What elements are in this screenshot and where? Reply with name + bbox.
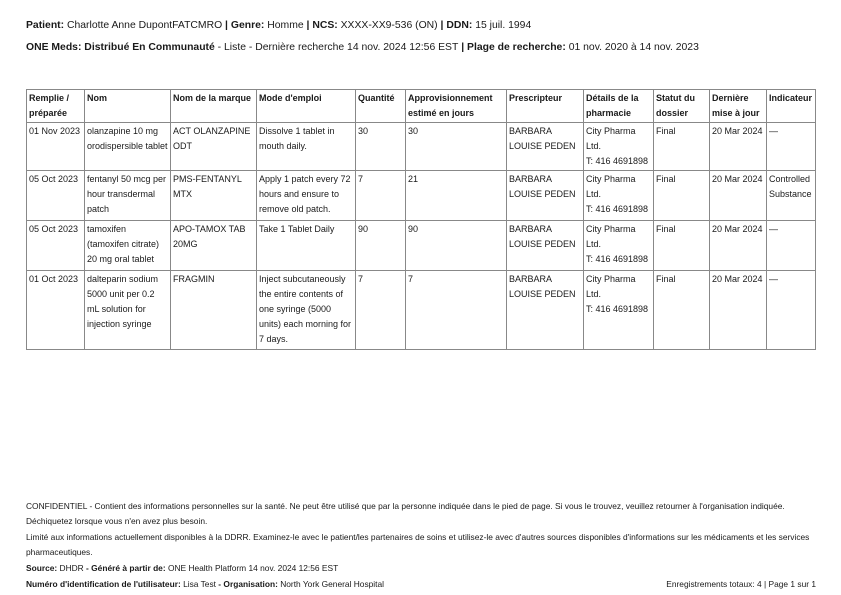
ncs-value: XXXX-XX9-536 (ON) <box>340 20 438 31</box>
separator: | <box>437 20 447 31</box>
pharmacy-phone: T: 416 4691898 <box>586 156 649 166</box>
pharmacy-name: City Pharma Ltd. <box>586 126 636 151</box>
cell-indicator: Controlled Substance <box>767 171 816 221</box>
cell-days-supply: 7 <box>406 271 507 350</box>
cell-updated: 20 Mar 2024 <box>710 221 767 271</box>
cell-name: olanzapine 10 mg orodispersible tablet <box>85 123 171 171</box>
patient-label: Patient: <box>26 20 65 31</box>
cell-name: fentanyl 50 mcg per hour transdermal patch <box>85 171 171 221</box>
pharmacy-name: City Pharma Ltd. <box>586 224 636 249</box>
user-label: Numéro d'identification de l'utilisateur: <box>26 579 181 589</box>
separator: | <box>222 20 231 31</box>
confidentiality-notice <box>26 499 816 560</box>
cell-name: tamoxifen (tamoxifen citrate) 20 mg oral tablet <box>85 221 171 271</box>
ddn-label: DDN: <box>446 20 473 31</box>
user-value: Lisa Test <box>180 579 216 589</box>
cell-indicator: — <box>767 271 816 350</box>
col-header-directions: Mode d'emploi <box>257 90 356 123</box>
separator: | <box>303 20 313 31</box>
cell-date: 05 Oct 2023 <box>27 221 85 271</box>
cell-indicator: — <box>767 123 816 171</box>
cell-days-supply: 30 <box>406 123 507 171</box>
cell-date: 01 Nov 2023 <box>27 123 85 171</box>
col-header-days-supply: Approvisionnement estimé en jours <box>406 90 507 123</box>
cell-directions: Dissolve 1 tablet in mouth daily. <box>257 123 356 171</box>
cell-brand: FRAGMIN <box>171 271 257 350</box>
cell-directions: Apply 1 patch every 72 hours and ensure to remove old patch. <box>257 171 356 221</box>
cell-prescriber: BARBARA LOUISE PEDEN <box>507 221 584 271</box>
cell-pharmacy <box>584 123 654 171</box>
pharmacy-phone: T: 416 4691898 <box>586 304 649 314</box>
limited-text: Limité aux informations actuellement disponibles à la DDRR. Examinez-le avec le patient/les partenaires de soins et utilisez-le avec d'autres sources disponibles d'informations sur les médicaments et les services pharmaceutiques. <box>26 531 810 557</box>
cell-prescriber: BARBARA LOUISE PEDEN <box>507 123 584 171</box>
table-row <box>27 221 816 271</box>
meds-list-info: - Liste - Dernière recherche 14 nov. 2024 12:56 EST <box>214 42 459 53</box>
org-label: - Organisation: <box>215 579 278 589</box>
cell-quantity: 7 <box>356 171 406 221</box>
col-header-name: Nom <box>85 90 171 123</box>
generated-value: ONE Health Platform 14 nov. 2024 12:56 EST <box>165 563 339 573</box>
cell-quantity: 7 <box>356 271 406 350</box>
range-value: 01 nov. 2020 à 14 nov. 2023 <box>568 42 699 53</box>
cell-status: Final <box>654 221 710 271</box>
gender-value: Homme <box>267 20 304 31</box>
cell-quantity: 30 <box>356 123 406 171</box>
cell-pharmacy <box>584 171 654 221</box>
cell-pharmacy <box>584 221 654 271</box>
source-value: DHDR <box>57 563 84 573</box>
record-totals: Enregistrements totaux: 4 | Page 1 sur 1 <box>666 579 816 589</box>
col-header-date: Remplie / préparée <box>27 90 85 123</box>
ncs-label: NCS: <box>312 20 338 31</box>
patient-header <box>26 20 531 31</box>
col-header-prescriber: Prescripteur <box>507 90 584 123</box>
user-line <box>26 577 816 592</box>
cell-updated: 20 Mar 2024 <box>710 171 767 221</box>
cell-status: Final <box>654 271 710 350</box>
col-header-updated: Dernière mise à jour <box>710 90 767 123</box>
cell-brand: APO-TAMOX TAB 20MG <box>171 221 257 271</box>
pharmacy-name: City Pharma Ltd. <box>586 274 636 299</box>
table-header-row <box>27 90 816 123</box>
cell-prescriber: BARBARA LOUISE PEDEN <box>507 171 584 221</box>
cell-indicator: — <box>767 221 816 271</box>
range-label: Plage de recherche: <box>467 42 566 53</box>
medications-table <box>26 89 816 350</box>
table-row <box>27 271 816 350</box>
cell-directions: Take 1 Tablet Daily <box>257 221 356 271</box>
generated-label: - Généré à partir de: <box>83 563 166 573</box>
cell-status: Final <box>654 171 710 221</box>
gender-label: Genre: <box>230 20 265 31</box>
col-header-status: Statut du dossier <box>654 90 710 123</box>
pharmacy-phone: T: 416 4691898 <box>586 254 649 264</box>
cell-quantity: 90 <box>356 221 406 271</box>
cell-pharmacy <box>584 271 654 350</box>
cell-date: 01 Oct 2023 <box>27 271 85 350</box>
col-header-brand: Nom de la marque <box>171 90 257 123</box>
cell-brand: ACT OLANZAPINE ODT <box>171 123 257 171</box>
cell-days-supply: 21 <box>406 171 507 221</box>
col-header-quantity: Quantité <box>356 90 406 123</box>
col-header-pharmacy: Détails de la pharmacie <box>584 90 654 123</box>
source-label: Source: <box>26 563 58 573</box>
cell-brand: PMS-FENTANYL MTX <box>171 171 257 221</box>
table-row <box>27 171 816 221</box>
source-line <box>26 561 816 576</box>
cell-prescriber: BARBARA LOUISE PEDEN <box>507 271 584 350</box>
cell-directions: Inject subcutaneously the entire contents of one syringe (5000 units) each morning for 7 days. <box>257 271 356 350</box>
col-header-indicator: Indicateur <box>767 90 816 123</box>
cell-updated: 20 Mar 2024 <box>710 271 767 350</box>
cell-updated: 20 Mar 2024 <box>710 123 767 171</box>
cell-name: dalteparin sodium 5000 unit per 0.2 mL solution for injection syringe <box>85 271 171 350</box>
patient-name: Charlotte Anne DupontFATCMRO <box>67 20 223 31</box>
cell-status: Final <box>654 123 710 171</box>
confidential-text: CONFIDENTIEL - Contient des informations personnelles sur la santé. Ne peut être utilisé que par la personne indiquée dans le pied de page. Si vous le trouvez, veuillez retourner à l'organisation indiquée. Déchiquetez lorsque vous n'en avez plus besoin. <box>26 501 785 527</box>
ddn-value: 15 juil. 1994 <box>475 20 532 31</box>
pharmacy-phone: T: 416 4691898 <box>586 204 649 214</box>
meds-label: ONE Meds: Distribué En Communauté <box>26 42 215 53</box>
cell-days-supply: 90 <box>406 221 507 271</box>
cell-date: 05 Oct 2023 <box>27 171 85 221</box>
meds-header <box>26 42 699 53</box>
separator: | <box>458 42 468 53</box>
org-value: North York General Hospital <box>277 579 385 589</box>
table-row <box>27 123 816 171</box>
pharmacy-name: City Pharma Ltd. <box>586 174 636 199</box>
